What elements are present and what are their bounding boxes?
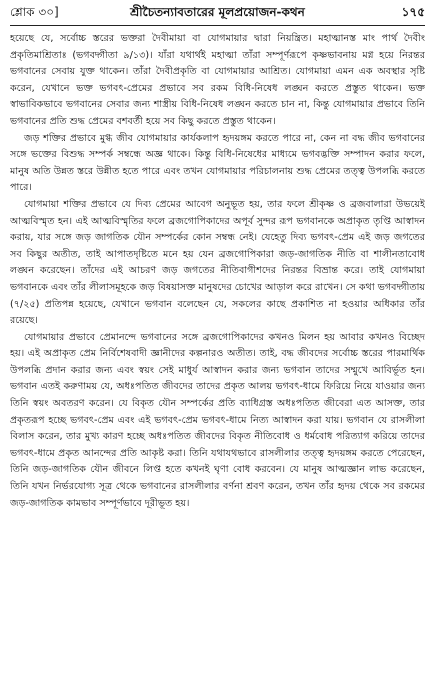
verse-reference: শ্লোক ৩০] — [10, 5, 59, 19]
running-title: শ্রীচৈতন্যাবতারের মূলপ্রয়োজন-কথন — [130, 5, 305, 19]
page-body — [10, 31, 425, 695]
paragraph: যোগমায়া শক্তির প্রভাবে যে দিব্য প্রেমের আবেগ অনুভূত হয়, তার ফলে শ্রীকৃষ্ণ ও ব্রজবালারা উভয়েই আত্মবিস্মৃত হন। এই আত্মবিস্মৃতির ফলে ব্রজগোপিকাদের অপূর্ব সুন্দর রূপ ভগবানকে অপ্রাকৃত তৃপ্তি আস্বাদন করায়, যার সঙ্গে জড় জাগতিক যৌন সম্পর্কের কোন সম্বন্ধ নেই। যেহেতু দিব্য ভগবৎ-প্রেম এই জড় জগতের সব কিছুর অতীত, তাই আপাতদৃষ্টিতে মনে হয় যেন ব্রজগোপিকারা জড়-জাগতিক নীতি বা শালীনতাবোধ লঙ্ঘন করেছেন। তাঁদের এই আচরণ জড় জগতের নীতিবাগীশদের নিরন্তর বিভ্রান্ত করে। তাই যোগমায়া ভগবানকে এবং তাঁর লীলাসমূহকে জড় বিষয়াসক্ত মানুষদের চোখের আড়াল করে রাখেন। সে কথা ভগবদ্গীতায় (৭/২৫) প্রতিপন্ন হয়েছে, যেখানে ভগবান বলেছেন যে, সকলের কাছে প্রকাশিত না হওয়ার অধিকার তাঁর রয়েছে। — [10, 198, 425, 327]
page-number: ১৭৫ — [401, 5, 425, 19]
paragraph: যোগমায়ার প্রভাবে প্রেমানন্দে ভগবানের সঙ্গে ব্রজগোপিকাদের কখনও মিলন হয় আবার কখনও বিচ্ছেদ হয়। এই অপ্রাকৃত প্রেম নির্বিশেষবাদী জ্ঞানীদের কল্পনারও অতীত। তাই, বদ্ধ জীবদের সর্বোচ্চ স্তরের পারমার্থিক উপলব্ধি প্রদান করার জন্য এবং স্বয়ং সেই মাধুর্য আস্বাদন করার জন্য ভগবান তাদের সম্মুখে আবির্ভূত হন। ভগবান এতই করুণাময় যে, অধঃপতিত জীবদের তাদের প্রকৃত আলয় ভগবৎ-ধামে ফিরিয়ে নিয়ে যাওয়ার জন্য তিনি স্বয়ং অবতরণ করেন। যে বিকৃত যৌন সম্পর্কের প্রতি ব্যাধিগ্রস্ত অধঃপতিত জীবেরা এত আসক্ত, তার প্রকৃতরূপ হচ্ছে ভগবৎ-প্রেম এবং এই ভগবৎ-প্রেম ভগবৎ-ধামে নিত্য আস্বাদন করা যায়। ভগবান যে রাসলীলা বিলাস করেন, তার মুখ্য কারণ হচ্ছে অধঃপতিত জীবদের বিকৃত নীতিবোধ ও ধর্মবোধ পরিত্যাগ করিয়ে তাদের ভগবৎ-ধামে প্রকৃত আনন্দের প্রতি আকৃষ্ট করা। তিনি যথাযথভাবে রাসলীলার তত্ত্ব হৃদয়ঙ্গম করতে পেরেছেন, তিনি জড়-জাগতিক যৌন জীবনে লিপ্ত হতে কখনই ঘৃণা বোধ করবেন। যে মানুষ আত্মজ্ঞান লাভ করেছেন, তিনি যখন নির্ভরযোগ্য সূত্র থেকে ভগবানের রাসলীলার বর্ণনা শ্রবণ করেন, তখন তাঁর হৃদয় থেকে সব রকমের জড়-জাগতিক কামভাব সম্পূর্ণভাবে দূরীভূত হয়। — [10, 331, 425, 509]
header-rule — [10, 25, 425, 26]
page-header — [10, 4, 425, 24]
paragraph: হয়েছে যে, সর্বোচ্চ স্তরের ভক্তরা দৈবীমায়া বা যোগমায়ার দ্বারা নিয়ন্ত্রিত। মহাত্মানস্ত মাং পার্থ দৈবীং প্রকৃতিমাশ্রিতাঃ (ভগবদ্গীতা ৯/১৩)। যাঁরা যথার্থই মহাত্মা তাঁরা সম্পূর্ণরূপে কৃষ্ণভাবনায় মগ্ন হয়ে নিরন্তর ভগবানের সেবায় যুক্ত থাকেন। তাঁরা দৈবীপ্রকৃতি বা যোগমায়ার আশ্রিত। যোগমায়া এমন এক অবস্থার সৃষ্টি করেন, যেখানে ভক্ত ভগবৎ-প্রেমের প্রভাবে সব রকম বিধি-নিষেধ লঙ্ঘন করতে প্রস্তুত থাকেন। ভক্ত স্বাভাবিকভাবে ভগবানের সেবার জন্য শাস্ত্রীয় বিধি-নিষেধ লঙ্ঘন করতে চান না, কিন্তু যোগমায়ার প্রভাবে তিনি ভগবানের প্রতি শুদ্ধ প্রেমের বশবর্তী হয়ে সব কিছু করতে প্রস্তুত থাকেন। — [10, 33, 425, 127]
paragraph: জড় শক্তির প্রভাবে মুগ্ধ জীব যোগমায়ার কার্যকলাপ হৃদয়ঙ্গম করতে পারে না, কেন না বদ্ধ জীব ভগবানের সঙ্গে ভক্তের বিশুদ্ধ সম্পর্ক সম্বন্ধে অজ্ঞ থাকে। কিন্তু বিধি-নিষেধের মাধ্যমে ভগবদ্ভক্তি সম্পাদন করার ফলে, মানুষ অতি উন্নত স্তরে উন্নীত হতে পারে এবং তখন যোগমায়ার পরিচালনায় শুদ্ধ প্রেমের তত্ত্ব উপলব্ধি করতে পারে। — [10, 132, 425, 194]
